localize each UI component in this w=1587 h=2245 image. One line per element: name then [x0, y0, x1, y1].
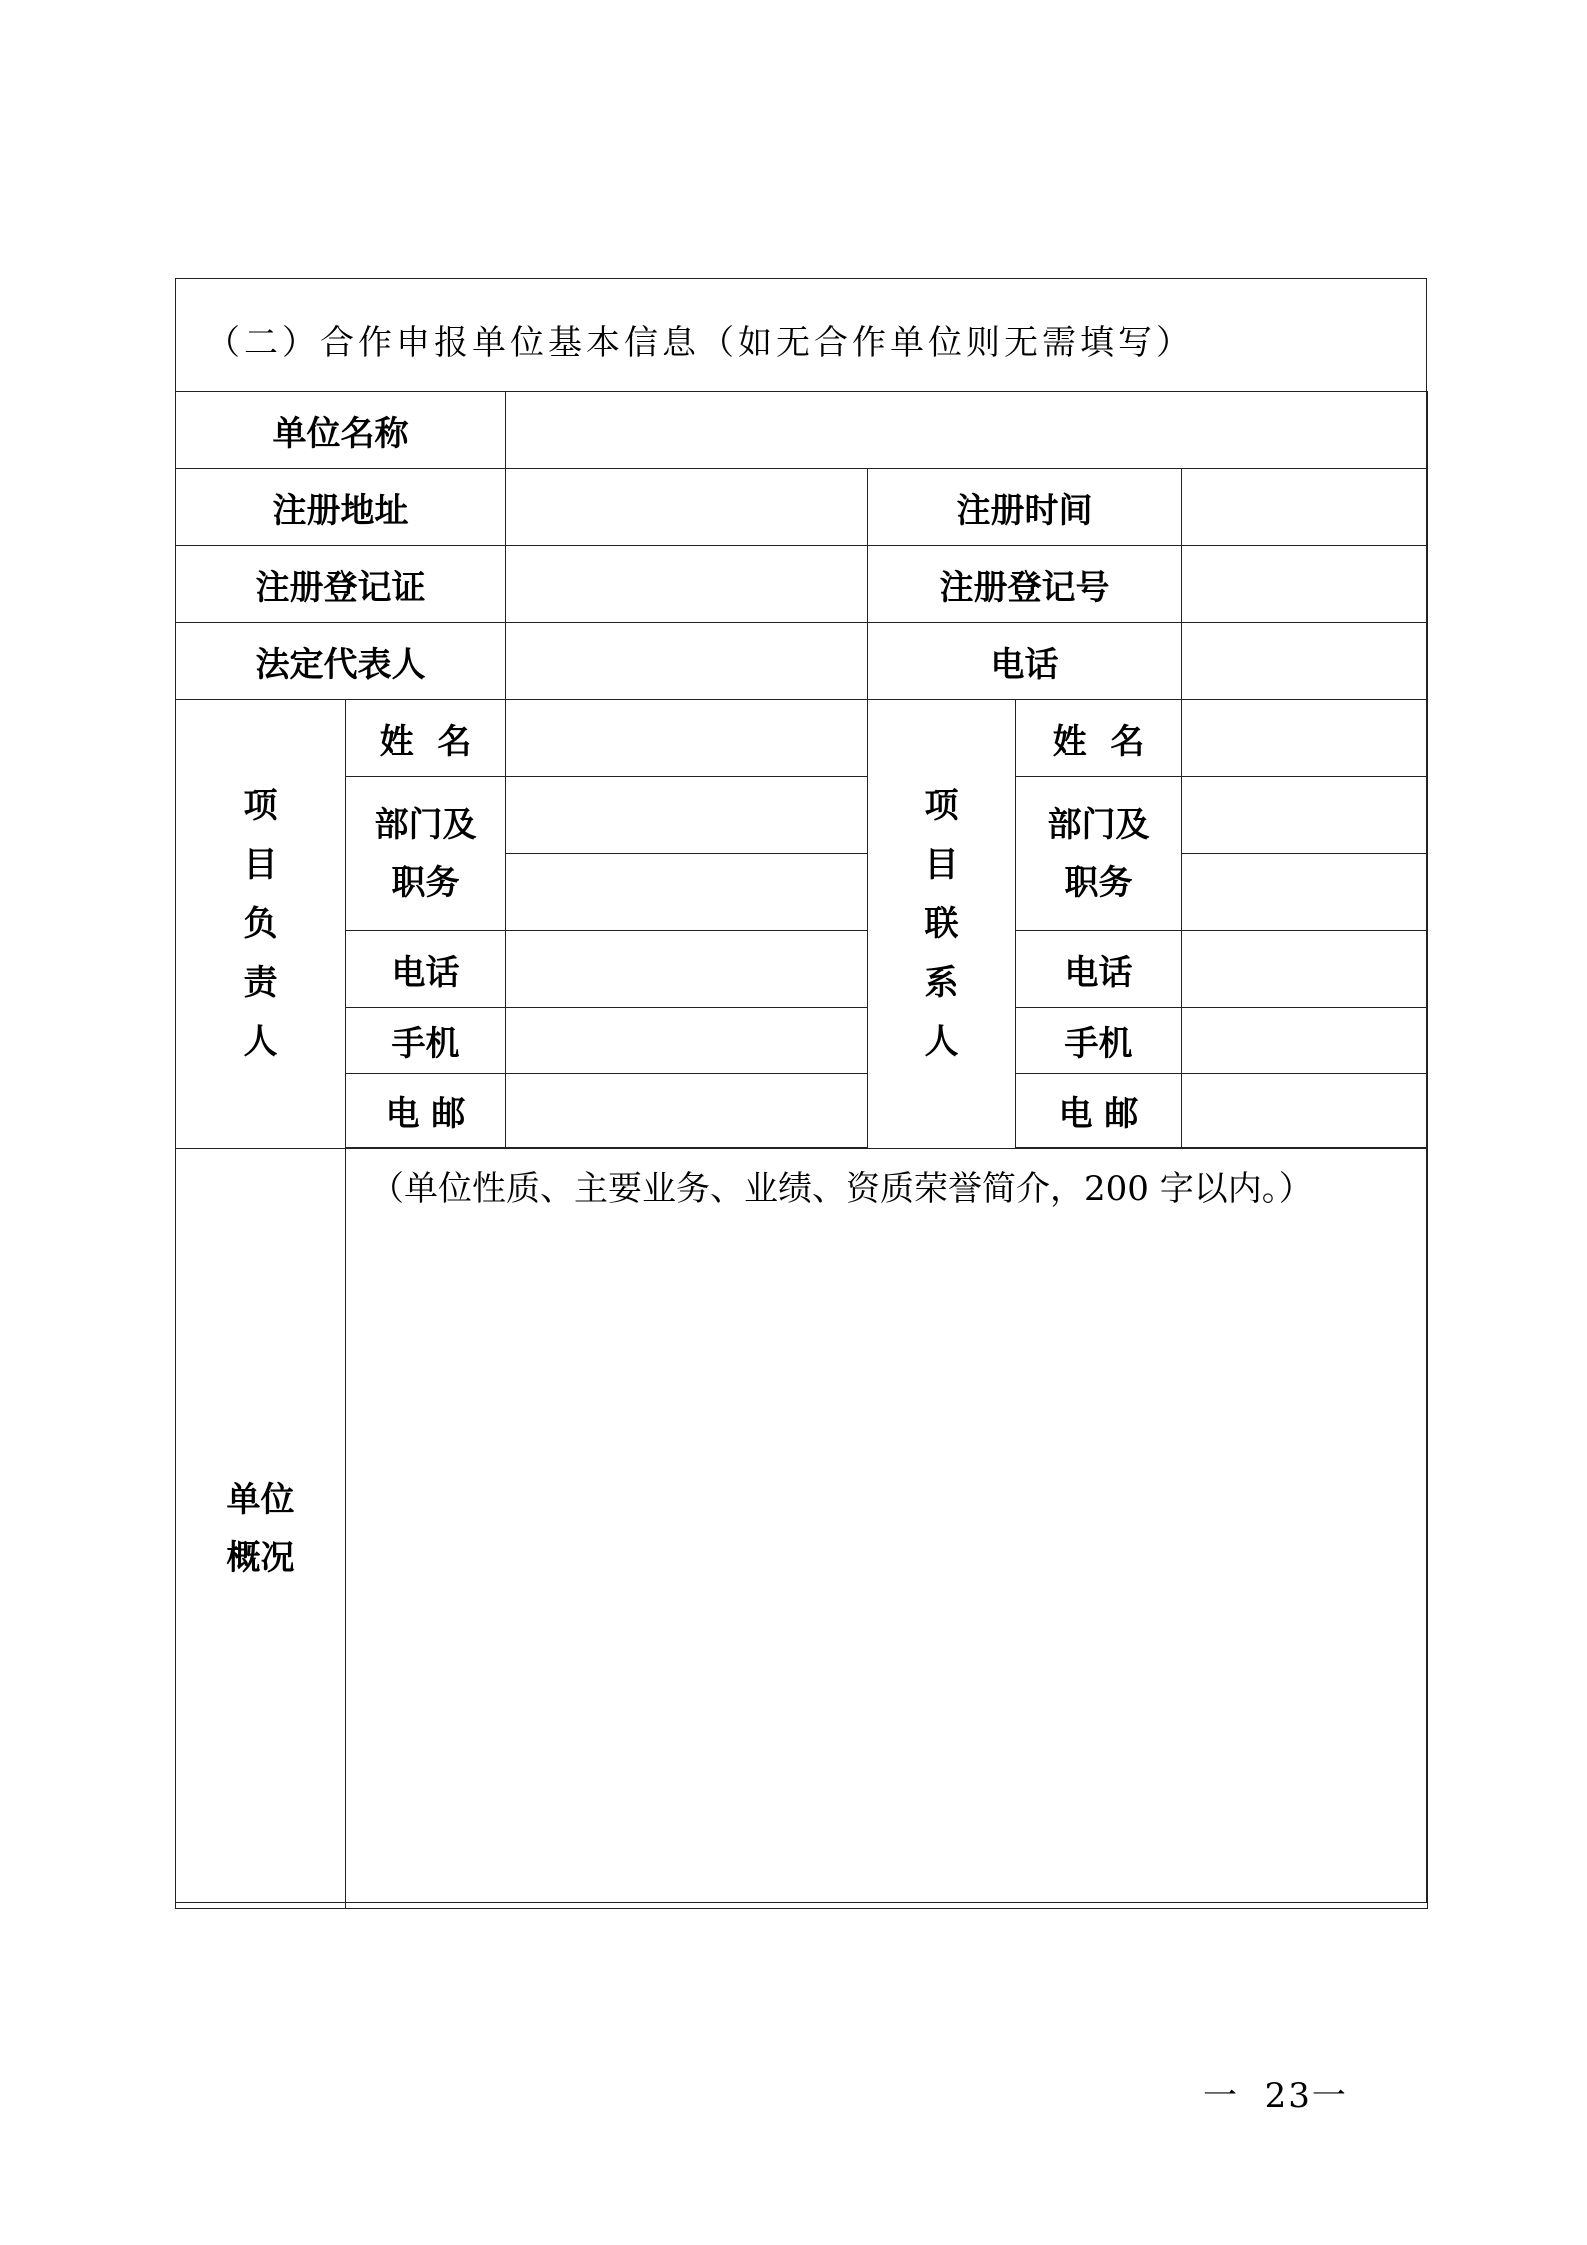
table-row	[176, 546, 1428, 623]
contact-tel-label: 电话	[1016, 931, 1182, 1008]
phone-label: 电话	[868, 623, 1182, 700]
overview-note: （单位性质、主要业务、业绩、资质荣誉简介，200 字以内。）	[370, 1169, 1313, 1209]
leader-dept-field[interactable]	[506, 777, 868, 854]
contact-name-field[interactable]	[1182, 700, 1428, 777]
cooperative-unit-form	[175, 278, 1427, 1903]
reg-time-label: 注册时间	[868, 469, 1182, 546]
info-table	[175, 391, 1428, 1909]
leader-mobile-label: 手机	[346, 1008, 506, 1074]
section-title-row	[176, 279, 1426, 392]
reg-address-field[interactable]	[506, 469, 868, 546]
contact-tel-field[interactable]	[1182, 931, 1428, 1008]
table-row	[176, 931, 1428, 1008]
unit-name-label: 单位名称	[176, 392, 506, 469]
table-row	[176, 777, 1428, 854]
overview-field[interactable]	[346, 1149, 1428, 1909]
leader-tel-field[interactable]	[506, 931, 868, 1008]
leader-name-field[interactable]	[506, 700, 868, 777]
contact-dept-label: 部门及 职务	[1016, 777, 1182, 931]
section-title: （二）合作申报单位基本信息（如无合作单位则无需填写）	[206, 323, 1194, 363]
table-row	[176, 1149, 1428, 1909]
reg-time-field[interactable]	[1182, 469, 1428, 546]
leader-name-label: 姓 名	[346, 700, 506, 777]
contact-position-field[interactable]	[1182, 854, 1428, 931]
leader-dept-label: 部门及 职务	[346, 777, 506, 931]
reg-certificate-label: 注册登记证	[176, 546, 506, 623]
overview-label: 单位 概况	[176, 1149, 346, 1909]
leader-email-label: 电 邮	[346, 1074, 506, 1148]
table-row	[176, 469, 1428, 546]
reg-address-label: 注册地址	[176, 469, 506, 546]
page-number: 一 23一	[1203, 2076, 1348, 2116]
unit-name-field[interactable]	[506, 392, 1428, 469]
leader-position-field[interactable]	[506, 854, 868, 931]
leader-tel-label: 电话	[346, 931, 506, 1008]
contact-name-label: 姓 名	[1016, 700, 1182, 777]
reg-certificate-field[interactable]	[506, 546, 868, 623]
contact-dept-field[interactable]	[1182, 777, 1428, 854]
contact-mobile-label: 手机	[1016, 1008, 1182, 1074]
reg-number-label: 注册登记号	[868, 546, 1182, 623]
leader-mobile-field[interactable]	[506, 1008, 868, 1074]
contact-email-label: 电 邮	[1016, 1074, 1182, 1148]
table-row	[176, 623, 1428, 700]
legal-rep-label: 法定代表人	[176, 623, 506, 700]
table-row	[176, 392, 1428, 469]
table-row	[176, 1008, 1428, 1074]
table-row	[176, 700, 1428, 777]
contact-email-field[interactable]	[1182, 1074, 1428, 1148]
leader-email-field[interactable]	[506, 1074, 868, 1148]
phone-field[interactable]	[1182, 623, 1428, 700]
project-leader-label: 项 目 负 责 人	[176, 700, 346, 1149]
project-contact-label: 项 目 联 系 人	[868, 700, 1016, 1149]
reg-number-field[interactable]	[1182, 546, 1428, 623]
legal-rep-field[interactable]	[506, 623, 868, 700]
contact-mobile-field[interactable]	[1182, 1008, 1428, 1074]
table-row	[176, 1074, 1428, 1148]
